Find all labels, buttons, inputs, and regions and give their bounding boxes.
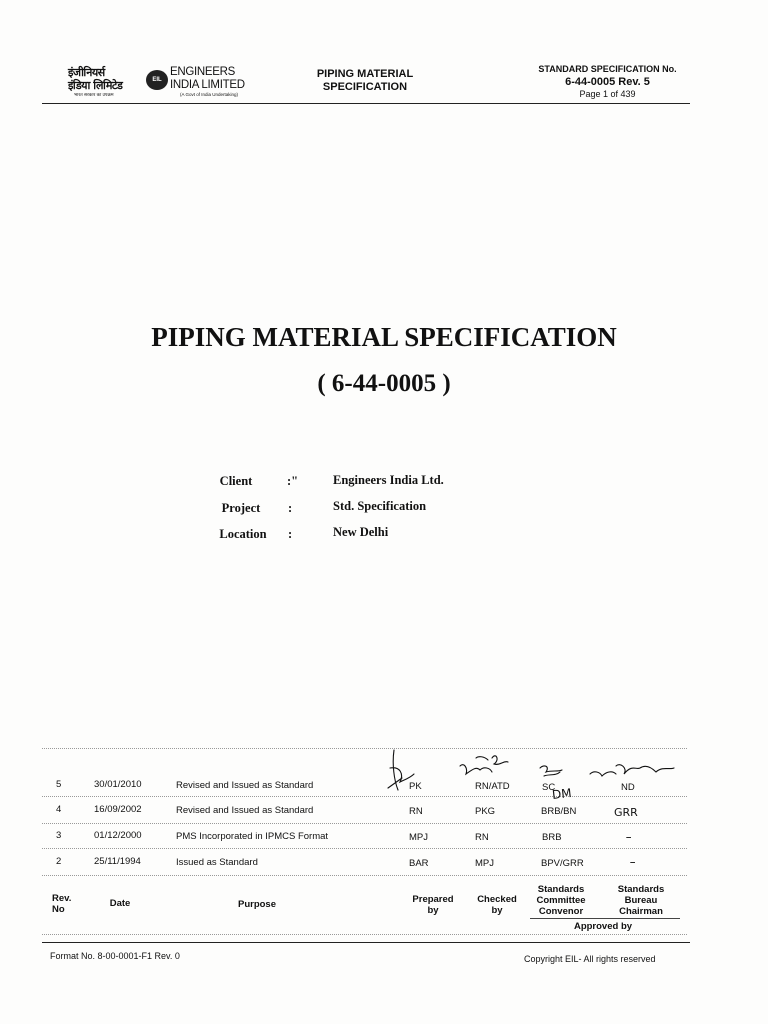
col-header-convenor-line1: Standards <box>537 884 585 895</box>
rev-no: 2 <box>56 856 62 867</box>
committee-convenor: SC <box>542 782 556 793</box>
spec-number-block <box>520 64 695 99</box>
col-header-convenor <box>528 884 594 917</box>
col-header-chairman <box>606 884 676 917</box>
client-label: Client <box>219 474 253 488</box>
rev-purpose: Issued as Standard <box>176 857 258 868</box>
project-value: Std. Specification <box>333 499 427 513</box>
handwritten-initials: DM <box>551 786 573 802</box>
footer-divider <box>42 942 690 943</box>
col-header-convenor-line2: Committee <box>536 895 586 906</box>
location-label: Location <box>219 527 267 541</box>
prepared-by: PK <box>409 781 422 792</box>
rev-no: 3 <box>56 830 62 841</box>
col-header-date: Date <box>109 898 131 909</box>
checked-by: MPJ <box>475 858 494 869</box>
logo-emblem: EIL <box>146 70 168 90</box>
committee-convenor: BPV/GRR <box>541 858 584 869</box>
col-header-purpose: Purpose <box>237 899 276 910</box>
rev-purpose: Revised and Issued as Standard <box>176 805 314 816</box>
header-divider <box>42 103 690 104</box>
col-header-rev-line1: Rev. <box>52 893 72 904</box>
project-label: Project <box>221 501 261 515</box>
table-rule <box>42 848 687 849</box>
doc-type-line2: SPECIFICATION <box>322 81 408 93</box>
col-header-checked-line1: Checked <box>477 894 517 905</box>
company-logo <box>68 66 258 100</box>
table-rule <box>42 823 687 824</box>
col-header-prepared-line1: Prepared <box>412 894 454 905</box>
table-rule <box>42 875 687 876</box>
logo-english-line2: INDIA LIMITED <box>170 79 245 91</box>
rev-date: 16/09/2002 <box>94 804 142 815</box>
client-separator: :" <box>287 474 299 488</box>
col-header-prepared <box>402 894 464 916</box>
rev-date: 30/01/2010 <box>94 779 142 790</box>
doc-type-heading <box>290 68 440 94</box>
document-title: PIPING MATERIAL SPECIFICATION <box>151 322 617 352</box>
col-header-chairman-line3: Chairman <box>619 906 663 917</box>
logo-tagline-hindi: भारत सरकार का उपक्रम <box>74 92 114 97</box>
logo-tagline-english: (A Govt of India Undertaking) <box>180 92 239 97</box>
logo-hindi-line2: इंडिया लिमिटेड <box>68 79 123 92</box>
col-header-rev-line2: No <box>52 904 65 915</box>
document-number: ( 6-44-0005 ) <box>317 370 451 397</box>
col-header-chairman-line1: Standards <box>617 884 665 895</box>
spec-number-label: STANDARD SPECIFICATION No. <box>538 64 677 74</box>
committee-convenor: BRB/BN <box>541 806 577 817</box>
prepared-by: RN <box>409 806 423 817</box>
spec-number: 6-44-0005 Rev. 5 <box>565 76 650 88</box>
rev-date: 25/11/1994 <box>94 856 141 867</box>
location-separator: : <box>288 527 293 541</box>
committee-convenor: BRB <box>542 832 562 843</box>
col-header-prepared-line2: by <box>427 905 439 916</box>
rev-purpose: PMS Incorporated in IPMCS Format <box>176 831 329 842</box>
bureau-chairman: – <box>630 857 636 868</box>
format-number: Format No. 8-00-0001-F1 Rev. 0 <box>50 951 180 961</box>
copyright-notice: Copyright EIL- All rights reserved <box>524 954 656 964</box>
rev-no: 5 <box>56 779 62 790</box>
logo-hindi-name <box>68 66 122 92</box>
location-value: New Delhi <box>333 525 389 539</box>
col-header-chairman-line2: Bureau <box>624 895 658 906</box>
table-rule <box>42 934 687 935</box>
col-header-convenor-line3: Convenor <box>538 906 584 917</box>
approved-by-label: Approved by <box>573 921 633 932</box>
doc-type-line1: PIPING MATERIAL <box>316 68 414 80</box>
col-header-rev <box>52 893 71 915</box>
project-separator: : <box>288 501 293 515</box>
approved-by-rule <box>530 918 680 919</box>
col-header-checked-line2: by <box>491 905 503 916</box>
checked-by: RN/ATD <box>475 781 510 792</box>
page-info: Page 1 of 439 <box>579 89 636 99</box>
logo-english-line1: ENGINEERS <box>170 66 236 78</box>
prepared-by: MPJ <box>409 832 428 843</box>
checked-by: PKG <box>475 806 496 817</box>
client-value: Engineers India Ltd. <box>333 473 444 487</box>
prepared-by: BAR <box>409 858 429 869</box>
logo-english-name <box>170 66 245 92</box>
rev-date: 01/12/2000 <box>94 830 142 841</box>
logo-hindi-line1: इंजीनियर्स <box>68 66 105 79</box>
checked-by: RN <box>475 832 489 843</box>
rev-purpose: Revised and Issued as Standard <box>176 780 314 791</box>
rev-no: 4 <box>56 804 62 815</box>
bureau-chairman: GRR <box>614 806 638 819</box>
col-header-checked <box>469 894 525 916</box>
bureau-chairman: – <box>626 832 632 843</box>
signatures <box>380 744 700 802</box>
bureau-chairman: ND <box>621 782 635 793</box>
